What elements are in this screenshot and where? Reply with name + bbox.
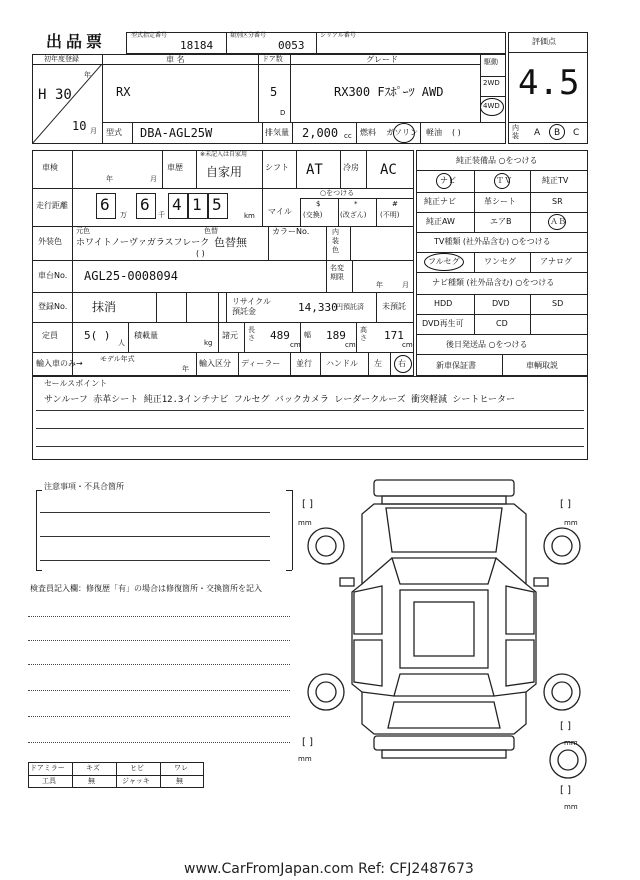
watermark: www.CarFromJapan.com Ref: CFJ2487673	[184, 861, 474, 877]
legend-scratch: キズ	[86, 764, 100, 772]
equip-tv-circle	[494, 173, 510, 189]
recycle-value: 14,330	[298, 301, 338, 314]
car-name-value: RX	[116, 85, 131, 99]
dims-label: 諸元	[222, 331, 238, 340]
category-label: 類別区分番号	[230, 32, 267, 39]
mileage-digit-4: 1	[192, 195, 202, 214]
equipment-header: 純正装備品 ○をつける	[456, 156, 538, 165]
tread-front-left: [ ]	[302, 499, 313, 510]
later-manual: 車輌取説	[526, 361, 558, 370]
mileage-exchange: (交換)	[303, 211, 323, 219]
equip-sr: SR	[552, 197, 563, 206]
displacement-label: 排気量	[265, 128, 289, 137]
orig-color-label: 元色	[76, 227, 90, 235]
handle-right: 右	[398, 359, 406, 368]
month-unit: 月	[90, 127, 97, 135]
legend-tools-value: 無	[88, 777, 95, 785]
later-header: 後日発送品 ○をつける	[446, 340, 528, 349]
displacement-value: 2,000	[302, 126, 339, 140]
usage-note: ※未記入は自家用	[200, 151, 248, 158]
interior-b: B	[554, 128, 561, 138]
registration-label: 登録No.	[38, 302, 68, 311]
type-no-label: 型式指定番号	[131, 32, 168, 39]
tread-rear-right: [ ]	[560, 721, 571, 732]
first-reg-era: H	[38, 87, 47, 103]
model-value: DBA-AGL25W	[140, 126, 213, 140]
legend-door-mirror: ドアミラー	[30, 764, 65, 772]
tv-oneseg: ワンセグ	[484, 257, 516, 266]
capacity-unit: 人	[118, 339, 125, 347]
fuel-gasoline: ガソリン	[386, 128, 418, 137]
later-warranty: 新車保証書	[436, 361, 476, 370]
mileage-man: 万	[120, 211, 127, 219]
shift-label: シフト	[265, 163, 289, 172]
fuel-diesel: 軽油	[426, 128, 442, 137]
model-year-unit: 年	[182, 365, 189, 373]
fuel-other: ( )	[452, 128, 461, 137]
drive-label: 駆動	[484, 58, 498, 66]
chassis-value: AGL25-0008094	[84, 269, 178, 283]
equip-genuine-tv: 純正TV	[542, 176, 569, 185]
grade-value: RX300 Fｽﾎﾟｰﾂ AWD	[334, 85, 444, 99]
name-change-year: 年	[376, 281, 383, 289]
registration-value: 抹消	[92, 300, 117, 314]
name-change-label: 名変期限	[330, 264, 344, 281]
inspection-month-unit: 月	[150, 175, 157, 183]
nav-dvd-play: DVD再生可	[422, 319, 464, 328]
car-diagram	[296, 474, 592, 804]
mileage-label: 走行距離	[36, 201, 68, 210]
recycle-unpaid: 未預託	[382, 302, 406, 311]
mileage-sen: 千	[158, 211, 165, 219]
mileage-altered: (改ざん)	[340, 211, 367, 219]
height-label: 高さ	[360, 326, 367, 342]
nav-header: ナビ種類 (社外品含む) ○をつける	[432, 278, 555, 287]
mileage-digit-1: 6	[100, 195, 110, 214]
door-type: D	[280, 109, 286, 117]
mm-spare: mm	[564, 803, 578, 811]
model-label: 型式	[106, 128, 122, 137]
import-parallel: 並行	[296, 359, 312, 368]
width-value: 189	[326, 329, 346, 342]
load-unit: kg	[204, 339, 213, 347]
color-change-label: 色替	[204, 227, 218, 235]
tv-fullseg: フルセグ	[428, 257, 460, 266]
tread-rear-left: [ ]	[302, 737, 313, 748]
height-value: 171	[384, 329, 404, 342]
legend-tools-label: 工具	[42, 777, 56, 785]
interior-b-circle	[549, 124, 565, 140]
handle-label: ハンドル	[326, 359, 358, 368]
car-name-label: 車 名	[166, 55, 185, 64]
length-value: 489	[270, 329, 290, 342]
mileage-unit: km	[244, 212, 255, 220]
handle-left: 左	[374, 359, 382, 368]
import-dealer: ディーラー	[241, 359, 281, 368]
rating-label: 評価点	[532, 37, 556, 46]
interior-c: C	[573, 128, 580, 138]
mm-front-left: mm	[298, 519, 312, 527]
name-change-month: 月	[402, 281, 409, 289]
type-no-value: 18184	[180, 39, 214, 52]
fuel-label: 燃料	[360, 128, 376, 137]
door-value: 5	[270, 85, 278, 99]
equip-navi: ナビ	[440, 176, 456, 185]
equip-leather: 革シート	[484, 197, 516, 206]
grade-label: グレード	[366, 55, 398, 64]
legend-jack-label: ジャッキ	[122, 777, 150, 785]
inspector-label: 検査員記入欄：修復歴「有」の場合は修復箇所・交換箇所を記入	[30, 584, 262, 593]
orig-color-value: ホワイトノーヴァガラスフレーク	[76, 238, 210, 248]
mileage-circle-note: ○をつける	[320, 189, 355, 197]
nav-dvd: DVD	[492, 299, 510, 308]
ac-label: 冷房	[343, 163, 359, 172]
legend-crack: ヒビ	[130, 764, 144, 772]
recycle-unit: 円預託済	[336, 303, 364, 311]
equip-airbag: エアB	[490, 217, 512, 226]
usage-label: 車歴	[167, 163, 183, 172]
mileage-dollar: $	[316, 200, 321, 208]
nav-cd: CD	[496, 319, 508, 328]
legend-jack-value: 無	[176, 777, 183, 785]
equip-tv: ＴＶ	[496, 176, 512, 185]
equip-genuine-navi: 純正ナビ	[424, 197, 456, 206]
drive-4wd-circle	[480, 98, 504, 116]
serial-label: シリアル番号	[320, 32, 356, 39]
color-change-value: 色替無	[214, 236, 247, 249]
nav-hdd: HDD	[434, 299, 453, 308]
recycle-label: リサイクル預託金	[232, 297, 271, 316]
legend-break: ワレ	[174, 764, 188, 772]
fuel-gasoline-circle	[393, 123, 415, 143]
drive-2wd: 2WD	[483, 79, 500, 87]
interior-label: 内装	[512, 124, 519, 140]
sales-point-box	[32, 376, 588, 460]
tv-analog: アナログ	[540, 257, 572, 266]
mile-label: マイル	[268, 207, 292, 216]
capacity-value: 5( )	[84, 329, 111, 342]
first-reg-year: 30	[55, 87, 72, 103]
inspection-label: 車検	[42, 163, 58, 172]
length-label: 長さ	[248, 326, 255, 342]
cc-unit: cc	[344, 132, 352, 140]
mileage-digit-5: 5	[212, 195, 222, 214]
ac-value: AC	[380, 162, 397, 178]
load-label: 積載量	[134, 331, 158, 340]
first-reg-label: 初年度登録	[44, 55, 79, 63]
color-no-label: カラーNo.	[272, 227, 310, 236]
form-title: 出品票	[46, 32, 107, 51]
mileage-unknown: (不明)	[380, 211, 400, 219]
category-value: 0053	[278, 39, 305, 52]
equip-ab: ＡＢ	[550, 217, 566, 226]
inspection-year-unit: 年	[106, 175, 113, 183]
rating-value: 4.5	[518, 63, 580, 103]
mileage-digit-3: 4	[172, 195, 182, 214]
mileage-star: *	[354, 200, 358, 208]
tv-header: TV種類 (社外品含む) ○をつける	[434, 237, 551, 246]
model-year-label: モデル年式	[100, 355, 135, 363]
mileage-digit-2: 6	[140, 195, 150, 214]
mm-rear-right: mm	[564, 739, 578, 747]
chassis-label: 車台No.	[38, 271, 68, 280]
mileage-hash: #	[392, 200, 398, 208]
capacity-label: 定員	[42, 331, 58, 340]
drive-4wd: 4WD	[483, 102, 500, 110]
equip-genuine-aw: 純正AW	[426, 217, 455, 226]
mm-front-right: mm	[564, 519, 578, 527]
tv-fullseg-circle	[424, 253, 464, 271]
tread-front-right: [ ]	[560, 499, 571, 510]
first-reg-month: 10	[72, 119, 87, 133]
sales-point-label: セールスポイント	[44, 379, 108, 388]
year-unit: 年	[84, 71, 91, 79]
nav-sd: SD	[552, 299, 564, 308]
color-paren: ( )	[196, 249, 205, 258]
door-label: ドア数	[262, 55, 283, 63]
handle-right-circle	[394, 355, 412, 373]
equip-navi-circle	[436, 173, 452, 189]
tread-spare: [ ]	[560, 785, 571, 796]
sales-point-text: サンルーフ 赤革シート 純正12.3インチナビ フルセグ バックカメラ レーダークルーズ 衝突軽減 シートヒーター	[44, 395, 516, 405]
interior-a: A	[534, 128, 541, 138]
mm-rear-left: mm	[298, 755, 312, 763]
import-label: 輸入車のみ→	[36, 359, 83, 368]
import-class-label: 輸入区分	[199, 359, 231, 368]
width-unit: cm	[345, 341, 356, 349]
width-label: 幅	[304, 331, 311, 339]
color-label: 外装色	[38, 237, 62, 246]
length-unit: cm	[290, 341, 301, 349]
equip-ab-circle	[548, 214, 566, 230]
usage-value: 自家用	[206, 165, 243, 179]
shift-value: AT	[306, 162, 323, 178]
height-unit: cm	[402, 341, 413, 349]
notes-label: 注意事項・不具合箇所	[44, 482, 124, 491]
interior-color-label: 内装色	[332, 228, 339, 254]
